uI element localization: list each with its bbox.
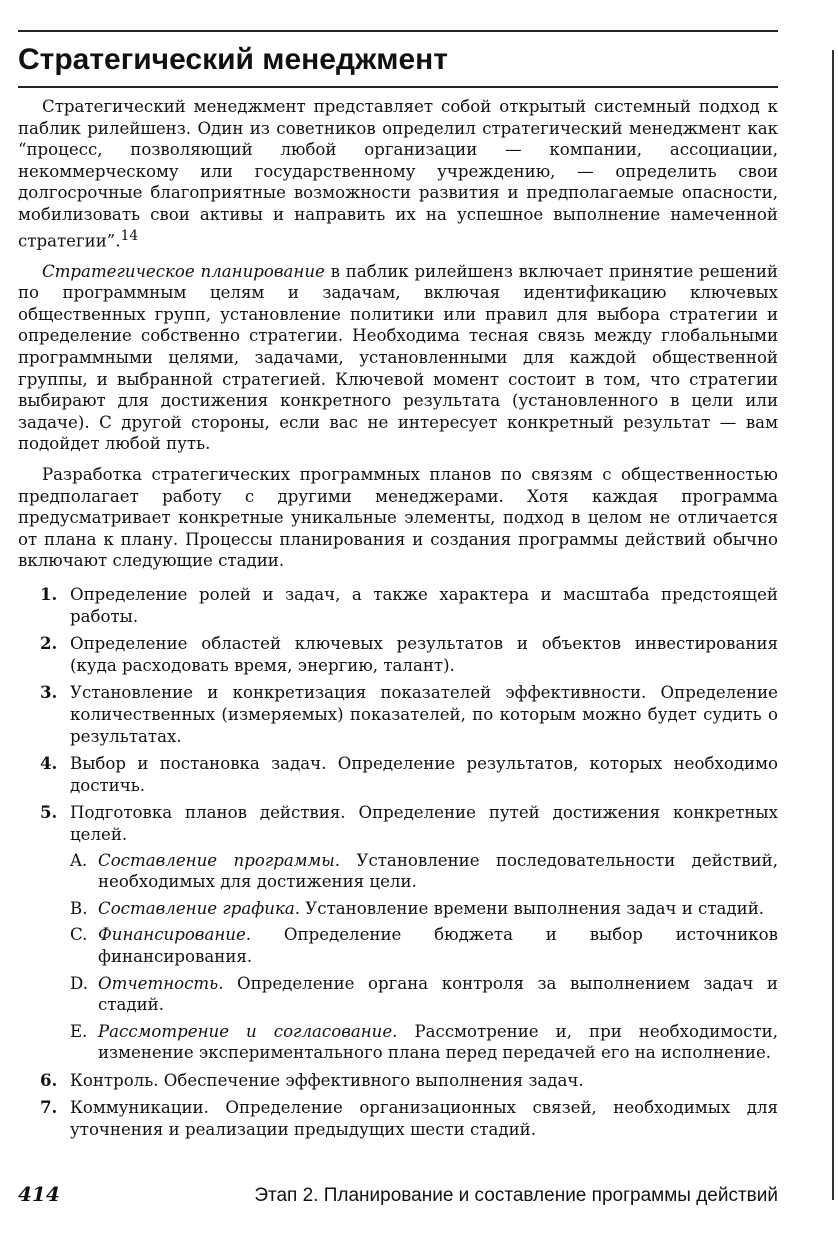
list-item [18, 802, 778, 1064]
sub-list-text: Установление времени выполнения задач и стадий. [300, 898, 765, 918]
top-rule [18, 30, 778, 32]
sub-list-item [70, 924, 778, 967]
sub-list-letter: D. [70, 973, 88, 993]
paragraph-2-lead: Стратегическое планирование [42, 261, 325, 281]
sub-list-lead: Составление программы. [98, 850, 341, 870]
list-item-number: 6. [40, 1069, 58, 1090]
sub-list-item [70, 850, 778, 893]
paragraph-3 [18, 464, 778, 572]
sub-list-lead: Рассмотрение и согласование. [98, 1021, 398, 1041]
list-item-text: Установление и конкретизация показателей эффективности. Определение количественных (измеряемых) показателей, по которым можно будет судить о результатах. [70, 683, 778, 746]
paragraph-1 [18, 96, 778, 252]
list-item-number: 7. [40, 1097, 58, 1118]
title-rule [18, 86, 778, 88]
list-item-number: 3. [40, 682, 58, 703]
list-item-number: 1. [40, 584, 58, 604]
footnote-marker: 14 [120, 227, 139, 244]
list-item [18, 753, 778, 796]
list-item-number: 2. [40, 633, 58, 654]
sub-list-letter: A. [70, 850, 88, 870]
paragraph-1-text: Стратегический менеджмент представляет собой открытый системный подход к паблик рилейшенз. Один из советников определил стратегический менеджмент как “процесс, позволяющий любой организации — компании, ассоциации, некоммерческому или государственному учреждению, — определить свои долгосрочные благоприятные возможности развития и предполагаемые опасности, мобилизовать свои активы и направить их на успешное выполнение намеченной стратегии”. [18, 97, 778, 251]
sub-list-letter: B. [70, 898, 88, 918]
list-item-number: 4. [40, 753, 58, 774]
list-item-text: Контроль. Обеспечение эффективного выполнения задач. [70, 1070, 584, 1090]
substages-list [70, 850, 778, 1064]
sub-list-item [70, 1021, 778, 1064]
sub-list-text: Установление последовательности действий, необходимых для достижения цели. [98, 850, 778, 892]
list-item-text: Коммуникации. Определение организационных связей, необходимых для уточнения и реализации предыдущих шести стадий. [70, 1098, 778, 1140]
sub-list-text: Определение бюджета и выбор источников финансирования. [98, 925, 778, 966]
list-item [18, 1097, 778, 1140]
list-item [18, 633, 778, 676]
list-item [18, 584, 778, 627]
paragraph-2-text: в паблик рилейшенз включает принятие решений по программным целям и задачам, включая идентификацию ключевых общественных групп, установление политики или правил для выбора стратегии и определение собственно стратегии. Необходима тесная связь между глобальными программными целями, задачами, установленными для каждой общественной группы, и выбранной стратегией. Ключевой момент состоит в том, что стратегии выбирают для достижения конкретного результата (установленного в цели или задаче). С другой стороны, если вас не интересует конкретный результат — вам подойдет любой путь. [18, 261, 778, 454]
list-item-number: 5. [40, 802, 58, 823]
sub-list-lead: Отчетность. [98, 973, 224, 993]
list-item [18, 682, 778, 747]
running-head: Этап 2. Планирование и составление программы действий [254, 1185, 778, 1206]
paragraph-2 [18, 261, 778, 455]
section-title: Стратегический менеджмент [18, 43, 448, 76]
page-footer [18, 1182, 778, 1207]
page-body [18, 30, 778, 1147]
list-item-text: Определение ролей и задач, а также характера и масштаба предстоящей работы. [70, 585, 778, 626]
sub-list-lead: Финансирование. [98, 925, 252, 945]
list-item-text: Выбор и постановка задач. Определение результатов, которых необходимо достичь. [70, 754, 778, 795]
sub-list-text: Определение органа контроля за выполнением задач и стадий. [98, 973, 778, 1015]
list-item [18, 1070, 778, 1092]
sub-list-text: Рассмотрение и, при необходимости, изменение экспериментального плана перед передачей его на исполнение. [98, 1021, 778, 1063]
sub-list-letter: C. [70, 925, 88, 945]
stages-list [18, 584, 778, 1141]
sub-list-lead: Составление графика. [98, 898, 301, 918]
scan-edge-line [832, 50, 834, 1200]
sub-list-letter: E. [70, 1021, 88, 1041]
page-number: 414 [18, 1182, 60, 1206]
list-item-text: Подготовка планов действия. Определение путей достижения конкретных целей. [70, 803, 778, 844]
sub-list-item [70, 898, 778, 920]
list-item-text: Определение областей ключевых результатов и объектов инвестирования (куда расходовать время, энергию, талант). [70, 634, 778, 675]
paragraph-3-text: Разработка стратегических программных планов по связям с общественностью предполагает работу с другими менеджерами. Хотя каждая программа предусматривает конкретные уникальные элементы, подход в целом не отличается от плана к плану. Процессы планирования и создания программы действий обычно включают следующие стадии. [18, 465, 778, 571]
sub-list-item [70, 973, 778, 1016]
